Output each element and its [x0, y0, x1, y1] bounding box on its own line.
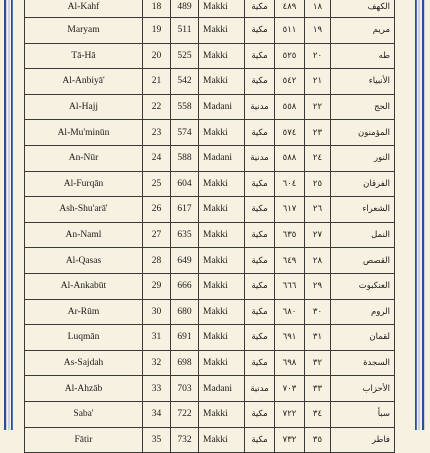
surah-name-arabic-cell: فاطر: [331, 427, 395, 453]
revelation-type-cell: Makki: [199, 248, 245, 274]
surah-number-cell: 31: [143, 325, 171, 351]
page-number-arabic-cell: ٥٢٥: [275, 43, 305, 69]
surah-name-cell: Al-Furqān: [25, 171, 143, 197]
decorative-border-left: [0, 0, 14, 430]
page-number-cell: 698: [171, 350, 199, 376]
surah-name-cell: Tā-Hā: [25, 43, 143, 69]
surah-index-table-wrap: [24, 0, 394, 453]
surah-number-cell: 32: [143, 350, 171, 376]
surah-number-arabic-cell: ٢١: [305, 69, 331, 95]
revelation-type-cell: Makki: [199, 299, 245, 325]
surah-name-arabic-cell: الفرقان: [331, 171, 395, 197]
surah-name-cell: Al-Ankabūt: [25, 273, 143, 299]
surah-number-cell: 24: [143, 145, 171, 171]
revelation-type-cell: Makki: [199, 0, 245, 18]
page-number-arabic-cell: ٦٤٩: [275, 248, 305, 274]
surah-number-cell: 25: [143, 171, 171, 197]
revelation-type-arabic-cell: مكية: [245, 273, 275, 299]
surah-name-cell: Al-Kahf: [25, 0, 143, 18]
table-row: [25, 325, 395, 351]
revelation-type-arabic-cell: مكية: [245, 222, 275, 248]
surah-name-arabic-cell: السجدة: [331, 350, 395, 376]
surah-number-cell: 27: [143, 222, 171, 248]
surah-number-arabic-cell: ٢٤: [305, 145, 331, 171]
page-number-cell: 732: [171, 427, 199, 453]
table-row: [25, 376, 395, 402]
page-number-cell: 691: [171, 325, 199, 351]
revelation-type-cell: Makki: [199, 222, 245, 248]
surah-name-cell: Ash-Shu'arā': [25, 197, 143, 223]
surah-number-cell: 22: [143, 94, 171, 120]
surah-number-cell: 30: [143, 299, 171, 325]
revelation-type-arabic-cell: مكية: [245, 427, 275, 453]
surah-number-cell: 34: [143, 401, 171, 427]
revelation-type-cell: Makki: [199, 325, 245, 351]
surah-number-arabic-cell: ٣٥: [305, 427, 331, 453]
surah-name-arabic-cell: الكهف: [331, 0, 395, 18]
surah-number-cell: 33: [143, 376, 171, 402]
revelation-type-arabic-cell: مدنية: [245, 376, 275, 402]
surah-number-cell: 29: [143, 273, 171, 299]
revelation-type-cell: Makki: [199, 171, 245, 197]
surah-index-table: [24, 0, 395, 453]
surah-number-arabic-cell: ٢٠: [305, 43, 331, 69]
surah-name-arabic-cell: سبأ: [331, 401, 395, 427]
page-number-arabic-cell: ٥٤٢: [275, 69, 305, 95]
surah-number-arabic-cell: ٢٩: [305, 273, 331, 299]
surah-number-arabic-cell: ٣٢: [305, 350, 331, 376]
surah-name-arabic-cell: المؤمنون: [331, 120, 395, 146]
surah-name-cell: Ar-Rūm: [25, 299, 143, 325]
page-number-arabic-cell: ٧٢٢: [275, 401, 305, 427]
surah-number-arabic-cell: ١٨: [305, 0, 331, 18]
surah-name-cell: Al-Qasas: [25, 248, 143, 274]
table-row: [25, 69, 395, 95]
page-number-arabic-cell: ٥٨٨: [275, 145, 305, 171]
table-row: [25, 120, 395, 146]
revelation-type-arabic-cell: مكية: [245, 325, 275, 351]
page-number-arabic-cell: ٥٧٤: [275, 120, 305, 146]
page-number-cell: 635: [171, 222, 199, 248]
surah-number-arabic-cell: ٢٥: [305, 171, 331, 197]
surah-name-cell: An-Nūr: [25, 145, 143, 171]
table-row: [25, 94, 395, 120]
table-row: [25, 0, 395, 18]
revelation-type-cell: Madani: [199, 376, 245, 402]
page-number-cell: 604: [171, 171, 199, 197]
surah-number-arabic-cell: ٣٣: [305, 376, 331, 402]
page-number-cell: 722: [171, 401, 199, 427]
page-number-arabic-cell: ٦١٧: [275, 197, 305, 223]
revelation-type-cell: Makki: [199, 401, 245, 427]
page-number-cell: 489: [171, 0, 199, 18]
table-row: [25, 171, 395, 197]
page-number-cell: 558: [171, 94, 199, 120]
surah-name-arabic-cell: النور: [331, 145, 395, 171]
surah-number-arabic-cell: ٢٨: [305, 248, 331, 274]
revelation-type-arabic-cell: مكية: [245, 171, 275, 197]
revelation-type-arabic-cell: مكية: [245, 120, 275, 146]
revelation-type-cell: Makki: [199, 43, 245, 69]
revelation-type-cell: Makki: [199, 18, 245, 44]
page-number-cell: 666: [171, 273, 199, 299]
surah-number-arabic-cell: ٣٠: [305, 299, 331, 325]
revelation-type-arabic-cell: مكية: [245, 299, 275, 325]
page-number-arabic-cell: ٤٨٩: [275, 0, 305, 18]
page-number-arabic-cell: ٦٩١: [275, 325, 305, 351]
page-number-arabic-cell: ٦٠٤: [275, 171, 305, 197]
revelation-type-arabic-cell: مكية: [245, 401, 275, 427]
surah-name-arabic-cell: مريم: [331, 18, 395, 44]
surah-name-cell: Al-Ahzāb: [25, 376, 143, 402]
surah-name-cell: Al-Mu'minūn: [25, 120, 143, 146]
table-row: [25, 248, 395, 274]
table-row: [25, 197, 395, 223]
page-number-cell: 680: [171, 299, 199, 325]
surah-name-arabic-cell: الشعراء: [331, 197, 395, 223]
revelation-type-arabic-cell: مدنية: [245, 94, 275, 120]
page-number-arabic-cell: ٦٩٨: [275, 350, 305, 376]
revelation-type-arabic-cell: مكية: [245, 0, 275, 18]
page-number-cell: 703: [171, 376, 199, 402]
revelation-type-cell: Makki: [199, 120, 245, 146]
page-number-cell: 511: [171, 18, 199, 44]
table-row: [25, 43, 395, 69]
table-body: [25, 0, 395, 453]
table-row: [25, 18, 395, 44]
revelation-type-cell: Makki: [199, 69, 245, 95]
surah-name-cell: Fātir: [25, 427, 143, 453]
surah-number-arabic-cell: ٣١: [305, 325, 331, 351]
page-number-arabic-cell: ٥١١: [275, 18, 305, 44]
revelation-type-arabic-cell: مكية: [245, 197, 275, 223]
table-row: [25, 222, 395, 248]
page-number-cell: 574: [171, 120, 199, 146]
surah-name-cell: An-Naml: [25, 222, 143, 248]
surah-number-arabic-cell: ٢٣: [305, 120, 331, 146]
table-row: [25, 145, 395, 171]
surah-number-arabic-cell: ١٩: [305, 18, 331, 44]
surah-number-cell: 26: [143, 197, 171, 223]
surah-number-cell: 20: [143, 43, 171, 69]
table-row: [25, 401, 395, 427]
surah-name-arabic-cell: الأنبياء: [331, 69, 395, 95]
page-number-cell: 617: [171, 197, 199, 223]
surah-name-cell: Al-Hajj: [25, 94, 143, 120]
surah-number-arabic-cell: ٣٤: [305, 401, 331, 427]
page-number-cell: 542: [171, 69, 199, 95]
page-number-cell: 649: [171, 248, 199, 274]
surah-name-arabic-cell: القصص: [331, 248, 395, 274]
revelation-type-cell: Makki: [199, 350, 245, 376]
page-number-arabic-cell: ٦٣٥: [275, 222, 305, 248]
surah-name-arabic-cell: الروم: [331, 299, 395, 325]
revelation-type-arabic-cell: مكية: [245, 18, 275, 44]
page-number-arabic-cell: ٦٦٦: [275, 273, 305, 299]
page-number-arabic-cell: ٦٨٠: [275, 299, 305, 325]
surah-name-cell: Maryam: [25, 18, 143, 44]
surah-name-arabic-cell: لقمان: [331, 325, 395, 351]
revelation-type-cell: Madani: [199, 94, 245, 120]
surah-number-cell: 35: [143, 427, 171, 453]
table-row: [25, 427, 395, 453]
surah-name-arabic-cell: الحج: [331, 94, 395, 120]
surah-name-cell: Luqmān: [25, 325, 143, 351]
page-number-cell: 525: [171, 43, 199, 69]
revelation-type-arabic-cell: مكية: [245, 43, 275, 69]
table-row: [25, 350, 395, 376]
revelation-type-arabic-cell: مكية: [245, 350, 275, 376]
surah-name-arabic-cell: الأحزاب: [331, 376, 395, 402]
decorative-border-right: [414, 0, 428, 430]
revelation-type-arabic-cell: مكية: [245, 248, 275, 274]
page-number-arabic-cell: ٧٠٣: [275, 376, 305, 402]
surah-name-cell: As-Sajdah: [25, 350, 143, 376]
surah-number-arabic-cell: ٢٦: [305, 197, 331, 223]
surah-number-arabic-cell: ٢٧: [305, 222, 331, 248]
table-row: [25, 299, 395, 325]
surah-name-arabic-cell: طه: [331, 43, 395, 69]
page-number-cell: 588: [171, 145, 199, 171]
revelation-type-cell: Madani: [199, 145, 245, 171]
surah-name-cell: Saba': [25, 401, 143, 427]
revelation-type-arabic-cell: مدنية: [245, 145, 275, 171]
surah-name-arabic-cell: النمل: [331, 222, 395, 248]
page-number-arabic-cell: ٥٥٨: [275, 94, 305, 120]
surah-number-cell: 19: [143, 18, 171, 44]
table-row: [25, 273, 395, 299]
revelation-type-cell: Makki: [199, 197, 245, 223]
surah-name-arabic-cell: العنكبوت: [331, 273, 395, 299]
revelation-type-cell: Makki: [199, 427, 245, 453]
surah-number-cell: 18: [143, 0, 171, 18]
revelation-type-arabic-cell: مكية: [245, 69, 275, 95]
revelation-type-cell: Makki: [199, 273, 245, 299]
surah-number-cell: 21: [143, 69, 171, 95]
surah-number-cell: 23: [143, 120, 171, 146]
surah-number-arabic-cell: ٢٢: [305, 94, 331, 120]
surah-name-cell: Al-Anbiyā': [25, 69, 143, 95]
page-number-arabic-cell: ٧٣٢: [275, 427, 305, 453]
surah-number-cell: 28: [143, 248, 171, 274]
